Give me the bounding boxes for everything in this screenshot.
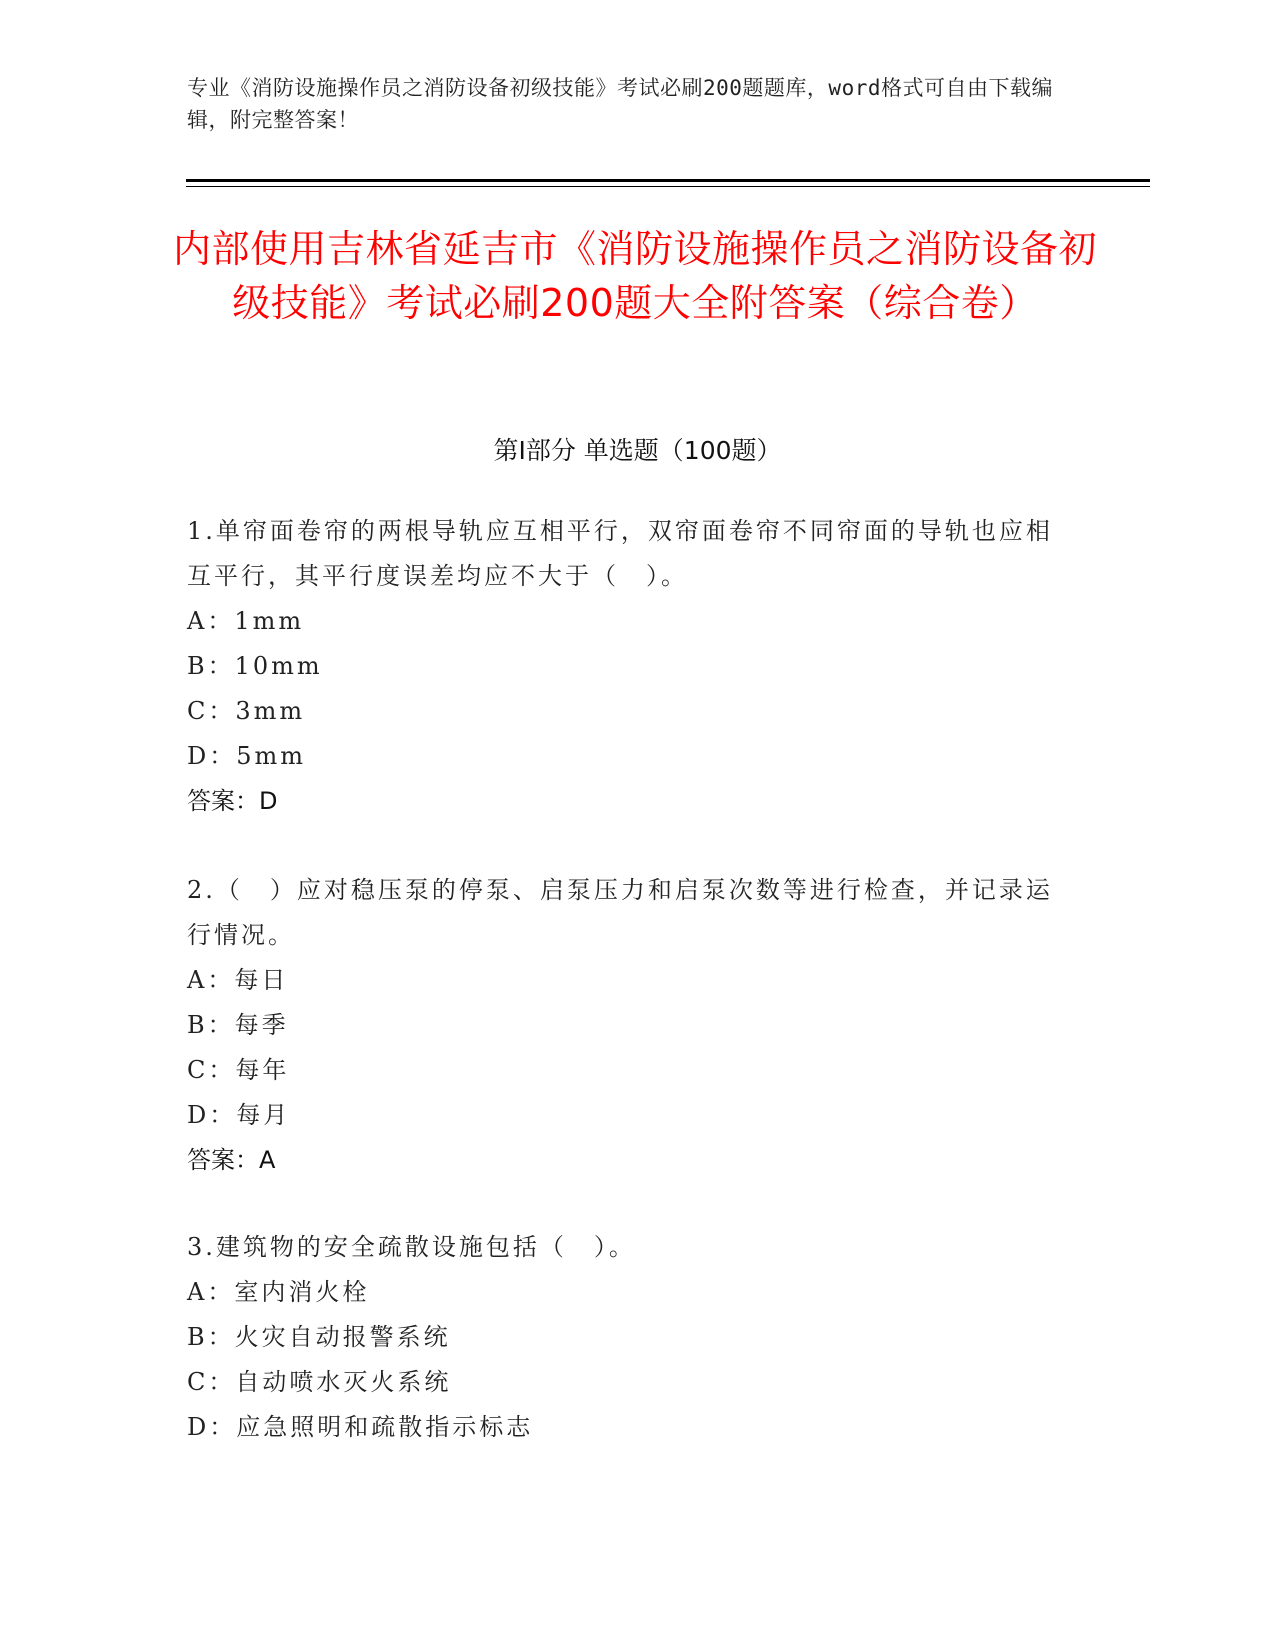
option-a: A：1mm [187,607,305,635]
option-a: A：室内消火栓 [187,1278,370,1306]
option-c: C：3mm [187,697,306,725]
option-b: B：火灾自动报警系统 [187,1323,451,1351]
section-heading: 第I部分 单选题（100题） [493,436,782,465]
option-b: B：10mm [187,652,323,680]
header-note: 专业《消防设施操作员之消防设备初级技能》考试必刷200题题库，word格式可自由下载编辑，附完整答案！ [187,76,1053,132]
option-c: C：每年 [187,1056,290,1084]
question-stem: 2.（ ）应对稳压泵的停泵、启泵压力和启泵次数等进行检查，并记录运行情况。 [187,876,1053,949]
header-divider-thin [186,186,1150,187]
question-3 [187,1225,1067,1450]
option-c: C：自动喷水灭火系统 [187,1368,452,1396]
answer-line: 答案：D [187,787,278,815]
option-b: B：每季 [187,1011,289,1039]
question-stem: 3.建筑物的安全疏散设施包括（ ）。 [187,1233,636,1261]
question-1 [187,509,1067,824]
question-stem: 1.单帘面卷帘的两根导轨应互相平行，双帘面卷帘不同帘面的导轨也应相互平行，其平行度误差均应不大于（ ）。 [187,517,1053,590]
answer-line: 答案：A [187,1146,276,1174]
option-a: A：每日 [187,966,289,994]
header-divider-thick [186,179,1150,182]
option-d: D：每月 [187,1101,291,1129]
option-d: D：5mm [187,742,307,770]
question-2 [187,868,1067,1183]
document-title: 内部使用吉林省延吉市《消防设施操作员之消防设备初级技能》考试必刷200题大全附答案（综合卷） [172,227,1097,325]
option-d: D：应急照明和疏散指示标志 [187,1413,534,1441]
